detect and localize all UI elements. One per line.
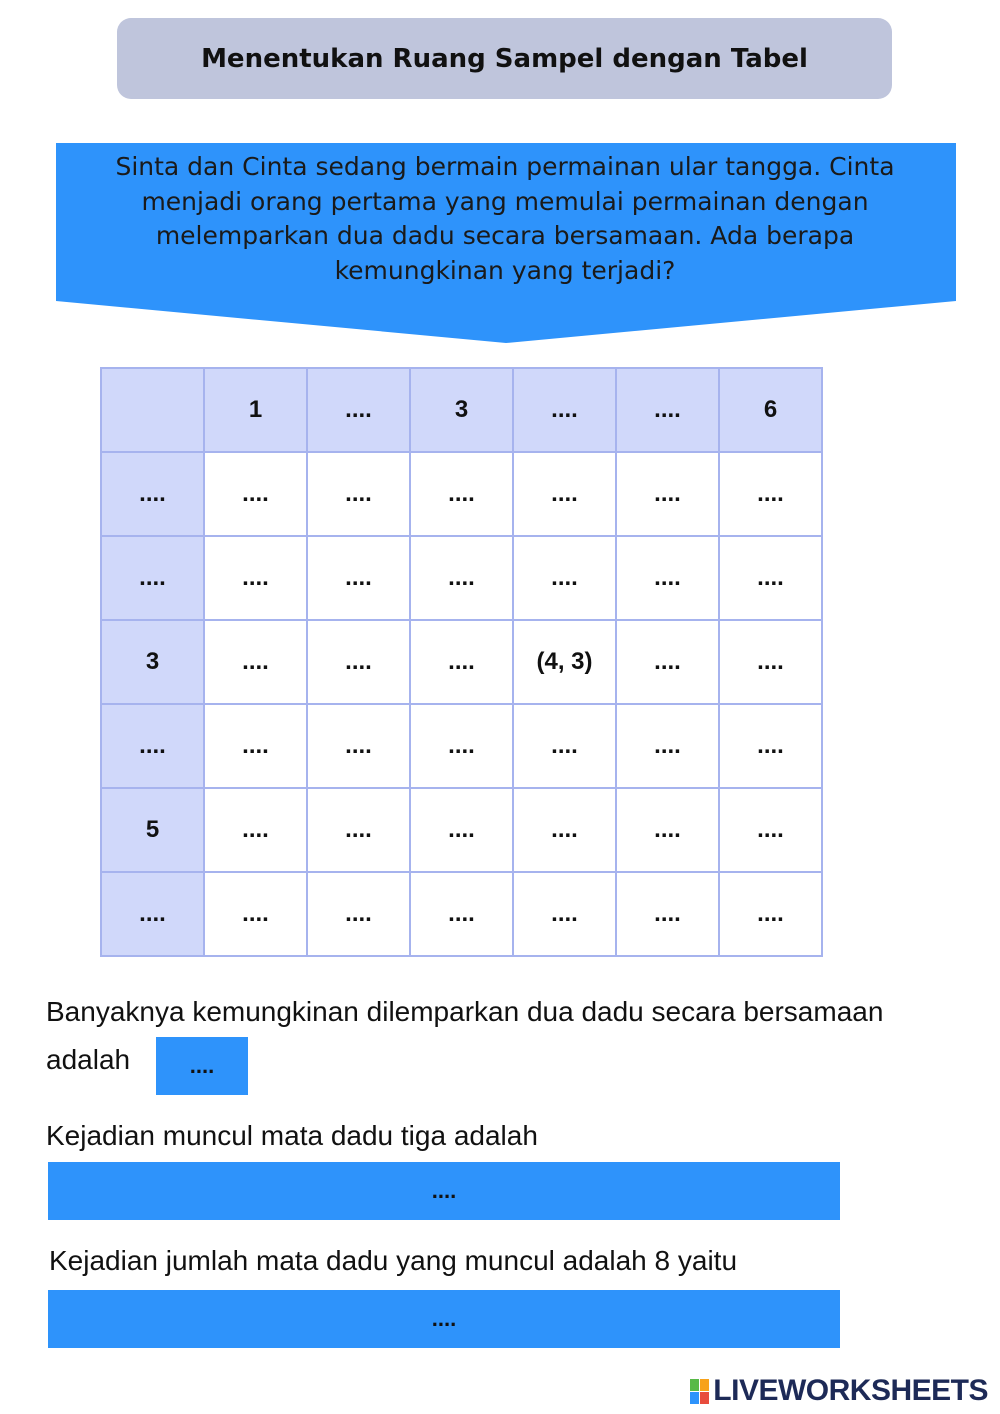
- table-cell[interactable]: ....: [410, 536, 513, 620]
- table-corner: [101, 368, 204, 452]
- sample-space-table: [100, 367, 823, 957]
- q3-answer-field[interactable]: ....: [48, 1290, 840, 1348]
- table-cell[interactable]: ....: [719, 704, 822, 788]
- table-row: [101, 452, 822, 536]
- column-header[interactable]: 6: [719, 368, 822, 452]
- table-cell: (4, 3): [513, 620, 616, 704]
- table-cell[interactable]: ....: [719, 452, 822, 536]
- table-cell[interactable]: ....: [719, 620, 822, 704]
- table-cell[interactable]: ....: [616, 536, 719, 620]
- question-line: kemungkinan yang terjadi?: [334, 255, 676, 285]
- brand-logo: [690, 1374, 988, 1408]
- table-cell[interactable]: ....: [204, 452, 307, 536]
- table-row: [101, 620, 822, 704]
- table-cell[interactable]: ....: [307, 704, 410, 788]
- column-header[interactable]: ....: [513, 368, 616, 452]
- q1-text-line2: adalah: [46, 1044, 131, 1075]
- table-cell[interactable]: ....: [307, 452, 410, 536]
- table-cell[interactable]: ....: [616, 704, 719, 788]
- q2-text: Kejadian muncul mata dadu tiga adalah: [46, 1120, 538, 1151]
- question-text: [80, 150, 930, 288]
- table-cell[interactable]: ....: [410, 452, 513, 536]
- table-cell[interactable]: ....: [307, 788, 410, 872]
- table-row: [101, 536, 822, 620]
- brand-name: LIVEWORKSHEETS: [713, 1374, 988, 1407]
- table-cell[interactable]: ....: [307, 620, 410, 704]
- question-line: Sinta dan Cinta sedang bermain permainan ular tangga. Cinta: [115, 152, 895, 181]
- row-header: 3: [101, 620, 204, 704]
- table-cell[interactable]: ....: [513, 788, 616, 872]
- q2-answer-field[interactable]: ....: [48, 1162, 840, 1220]
- row-header[interactable]: ....: [101, 872, 204, 956]
- table-cell[interactable]: ....: [616, 452, 719, 536]
- column-header[interactable]: ....: [616, 368, 719, 452]
- question-line: menjadi orang pertama yang memulai permainan dengan: [141, 186, 869, 216]
- table-row: [101, 872, 822, 956]
- table-cell[interactable]: ....: [410, 788, 513, 872]
- table-cell[interactable]: ....: [204, 536, 307, 620]
- table-row: [101, 788, 822, 872]
- table-cell[interactable]: ....: [410, 704, 513, 788]
- table-cell[interactable]: ....: [410, 620, 513, 704]
- column-header[interactable]: 1: [204, 368, 307, 452]
- table-cell[interactable]: ....: [616, 872, 719, 956]
- page-title: Menentukan Ruang Sampel dengan Tabel: [117, 18, 892, 99]
- table-cell[interactable]: ....: [719, 872, 822, 956]
- table-cell[interactable]: ....: [616, 788, 719, 872]
- column-header[interactable]: ....: [307, 368, 410, 452]
- table-cell[interactable]: ....: [307, 872, 410, 956]
- table-cell[interactable]: ....: [204, 788, 307, 872]
- table-cell[interactable]: ....: [513, 872, 616, 956]
- table-row: [101, 704, 822, 788]
- row-header[interactable]: ....: [101, 536, 204, 620]
- q1-answer-field[interactable]: ....: [156, 1037, 248, 1095]
- table-cell[interactable]: ....: [616, 620, 719, 704]
- table-cell[interactable]: ....: [204, 620, 307, 704]
- table-cell[interactable]: ....: [307, 536, 410, 620]
- table-cell[interactable]: ....: [410, 872, 513, 956]
- column-header[interactable]: 3: [410, 368, 513, 452]
- row-header[interactable]: ....: [101, 704, 204, 788]
- table-cell[interactable]: ....: [204, 704, 307, 788]
- row-header[interactable]: ....: [101, 452, 204, 536]
- table-cell[interactable]: ....: [719, 536, 822, 620]
- table-cell[interactable]: ....: [513, 536, 616, 620]
- table-header-row: [101, 368, 822, 452]
- table-cell[interactable]: ....: [513, 452, 616, 536]
- row-header: 5: [101, 788, 204, 872]
- q1-text: Banyaknya kemungkinan dilemparkan dua dadu secara bersamaan: [46, 996, 884, 1027]
- table-cell[interactable]: ....: [719, 788, 822, 872]
- table-cell[interactable]: ....: [204, 872, 307, 956]
- table-cell[interactable]: ....: [513, 704, 616, 788]
- question-line: melemparkan dua dadu secara bersamaan. Ada berapa: [155, 221, 855, 250]
- q3-text: Kejadian jumlah mata dadu yang muncul adalah 8 yaitu: [49, 1245, 738, 1276]
- logo-icon: [690, 1379, 709, 1404]
